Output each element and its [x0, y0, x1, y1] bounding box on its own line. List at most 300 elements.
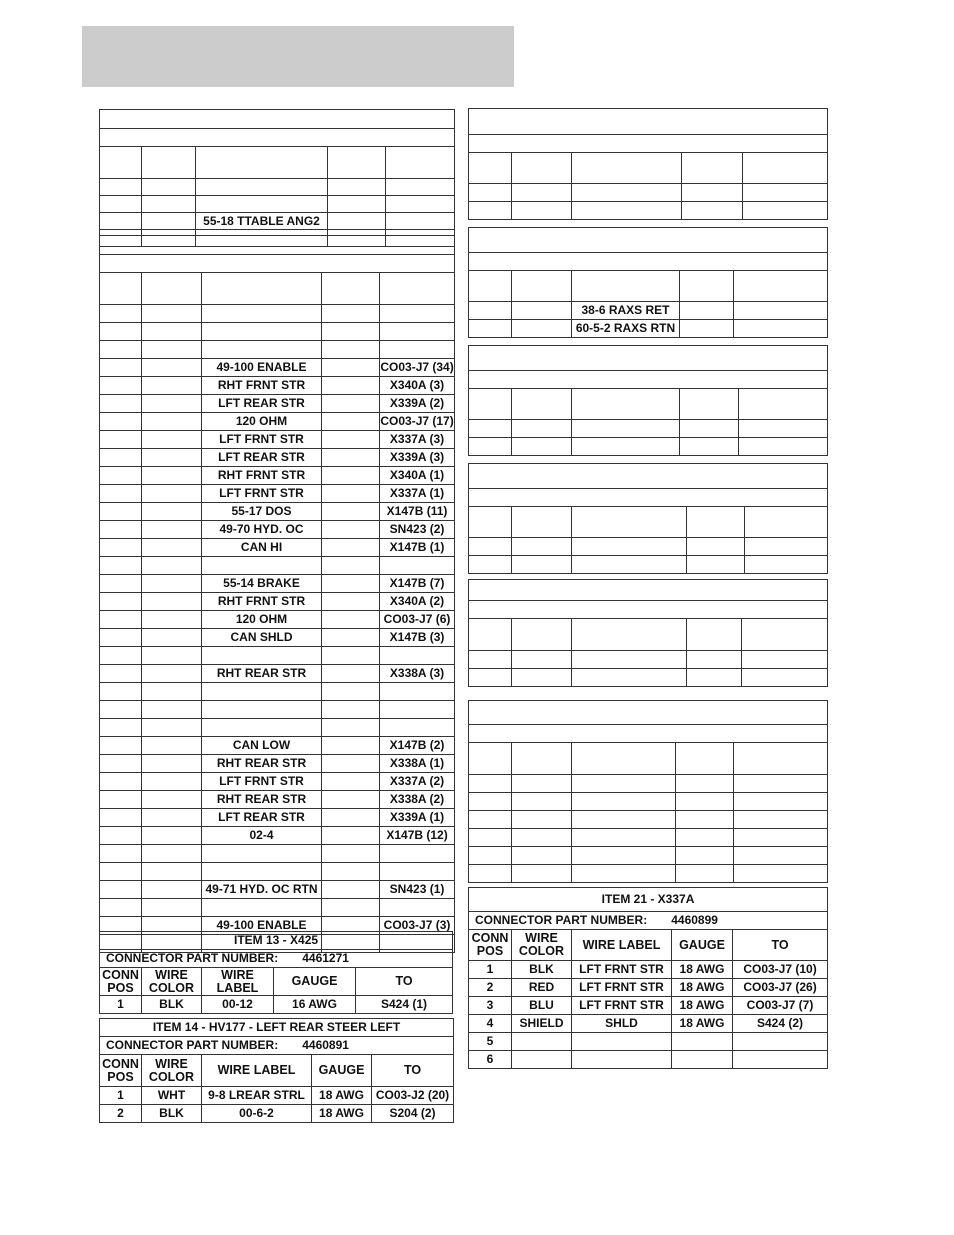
table-cell — [142, 377, 202, 395]
table-cell — [100, 395, 142, 413]
table-cell — [322, 611, 380, 629]
table-cell: 49-100 ENABLE — [202, 359, 322, 377]
column-header — [745, 507, 828, 538]
table-cell: WHT — [142, 1087, 202, 1105]
column-header — [512, 389, 572, 420]
table-cell: X337A (2) — [380, 773, 455, 791]
table-cell — [100, 539, 142, 557]
table-cell — [142, 575, 202, 593]
column-header — [512, 619, 572, 651]
table-cell — [380, 845, 455, 863]
part-number-label: CONNECTOR PART NUMBER: — [106, 1038, 279, 1052]
table-title-row — [469, 371, 828, 389]
table-cell — [142, 179, 196, 196]
table-cell — [322, 719, 380, 737]
table-cell: LFT REAR STR — [202, 395, 322, 413]
table-header-row — [469, 743, 828, 775]
table-cell — [572, 811, 676, 829]
table-cell — [680, 438, 739, 456]
table-cell — [572, 202, 682, 220]
table-cell — [202, 719, 322, 737]
table-title-row — [469, 228, 828, 253]
table-cell — [676, 793, 734, 811]
table-cell: RHT REAR STR — [202, 791, 322, 809]
column-header: WIRE LABEL — [202, 1055, 312, 1087]
table-cell — [322, 323, 380, 341]
table-cell — [322, 827, 380, 845]
table-cell — [322, 557, 380, 575]
table-cell: RHT FRNT STR — [202, 467, 322, 485]
table-cell: 55-17 DOS — [202, 503, 322, 521]
table-cell: 02-4 — [202, 827, 322, 845]
table-cell — [512, 420, 572, 438]
table-cell — [572, 829, 676, 847]
table-cell — [322, 395, 380, 413]
column-header: GAUGE — [274, 968, 356, 996]
table-cell — [100, 629, 142, 647]
table-cell — [100, 845, 142, 863]
table-row — [100, 773, 455, 791]
column-header — [196, 147, 328, 179]
table-row — [100, 323, 455, 341]
table-cell — [676, 865, 734, 883]
table-cell — [739, 438, 828, 456]
table-cell — [572, 538, 687, 556]
table-cell — [142, 809, 202, 827]
table-row — [100, 791, 455, 809]
table-cell — [142, 196, 196, 213]
table-cell: 2 — [469, 979, 512, 997]
table-cell — [100, 377, 142, 395]
table-row — [469, 865, 828, 883]
table-row — [469, 1051, 828, 1069]
table-cell — [142, 213, 196, 230]
table-cell: 9-8 LREAR STRL — [202, 1087, 312, 1105]
table-cell — [572, 775, 676, 793]
table-cell — [100, 449, 142, 467]
table-row — [100, 665, 455, 683]
table-row — [100, 557, 455, 575]
table-row — [469, 793, 828, 811]
table-cell: 18 AWG — [672, 979, 733, 997]
table-cell — [100, 791, 142, 809]
table-cell: RHT FRNT STR — [202, 593, 322, 611]
table-cell: 18 AWG — [672, 1015, 733, 1033]
table-cell — [202, 305, 322, 323]
table-cell — [322, 737, 380, 755]
table-cell — [142, 611, 202, 629]
table-row — [469, 847, 828, 865]
table-header-row — [100, 968, 453, 996]
table-cell: CO03-J7 (6) — [380, 611, 455, 629]
part-number-label: CONNECTOR PART NUMBER: — [106, 951, 279, 965]
table-r2 — [468, 227, 828, 338]
table-cell — [196, 179, 328, 196]
table-row — [100, 881, 455, 899]
table-row — [100, 179, 455, 196]
table-r7 — [468, 887, 828, 1069]
table-cell — [142, 539, 202, 557]
part-number-row — [100, 1037, 454, 1055]
column-header — [100, 147, 142, 179]
table-cell — [142, 863, 202, 881]
table-cell — [322, 665, 380, 683]
table-cell — [512, 556, 572, 574]
table-cell — [100, 755, 142, 773]
table-row — [100, 575, 455, 593]
table-cell — [142, 755, 202, 773]
table-row — [100, 683, 455, 701]
table-cell — [202, 683, 322, 701]
table-cell — [680, 302, 734, 320]
table-cell — [322, 449, 380, 467]
table-row — [100, 899, 455, 917]
table-cell: X147B (2) — [380, 737, 455, 755]
table-cell — [202, 557, 322, 575]
table-cell — [469, 202, 512, 220]
table-row — [100, 827, 455, 845]
table-cell — [142, 557, 202, 575]
table-row — [469, 438, 828, 456]
table-t2 — [99, 235, 455, 953]
table-cell: 2 — [100, 1105, 142, 1123]
table-row — [100, 359, 455, 377]
table-cell: 18 AWG — [312, 1105, 372, 1123]
table-cell — [100, 431, 142, 449]
table-cell: X339A (2) — [380, 395, 455, 413]
table-cell — [512, 775, 572, 793]
table-cell — [386, 196, 455, 213]
table-title-cell — [469, 464, 828, 489]
table-cell — [734, 775, 828, 793]
part-number-value: 4460891 — [302, 1038, 349, 1052]
table-cell — [322, 467, 380, 485]
table-cell — [572, 1051, 672, 1069]
table-cell — [100, 521, 142, 539]
table-cell: 120 OHM — [202, 413, 322, 431]
table-cell: 38-6 RAXS RET — [572, 302, 680, 320]
table-cell — [142, 647, 202, 665]
table-cell — [469, 556, 512, 574]
table-cell: LFT REAR STR — [202, 449, 322, 467]
table-cell — [512, 829, 572, 847]
table-cell: 49-100 ENABLE — [202, 917, 322, 935]
table-row — [100, 996, 453, 1014]
table-subtitle-cell — [469, 135, 828, 153]
table-row — [100, 377, 455, 395]
table-row — [100, 701, 455, 719]
table-cell — [322, 431, 380, 449]
column-header — [469, 619, 512, 651]
table-cell — [742, 651, 828, 669]
table-header-row — [469, 930, 828, 961]
table-cell — [100, 485, 142, 503]
table-cell — [512, 438, 572, 456]
table-cell: X147B (7) — [380, 575, 455, 593]
table-header-row — [469, 153, 828, 184]
table-cell: X147B (3) — [380, 629, 455, 647]
table-row — [100, 737, 455, 755]
table-cell — [100, 341, 142, 359]
table-cell — [680, 420, 739, 438]
table-title-row — [469, 888, 828, 912]
column-header: WIRE LABEL — [202, 968, 274, 996]
table-cell — [512, 202, 572, 220]
table-cell — [572, 1033, 672, 1051]
table-cell — [142, 305, 202, 323]
table-r1 — [468, 108, 828, 220]
table-row — [100, 629, 455, 647]
table-row — [100, 503, 455, 521]
table-cell — [512, 184, 572, 202]
table-cell — [322, 305, 380, 323]
table-cell — [142, 629, 202, 647]
table-cell — [386, 179, 455, 196]
column-header — [469, 153, 512, 184]
table-cell — [100, 701, 142, 719]
table-cell — [676, 829, 734, 847]
table-cell — [322, 359, 380, 377]
table-row — [469, 811, 828, 829]
table-cell — [512, 302, 572, 320]
table-row — [100, 431, 455, 449]
table-cell — [469, 793, 512, 811]
table-cell — [100, 359, 142, 377]
table-cell — [687, 651, 742, 669]
table-cell — [745, 538, 828, 556]
table-title-row — [100, 110, 455, 129]
table-cell — [734, 793, 828, 811]
table-cell: 49-70 HYD. OC — [202, 521, 322, 539]
table-cell — [100, 213, 142, 230]
table-cell — [512, 811, 572, 829]
table-cell — [743, 202, 828, 220]
table-cell: CO03-J7 (3) — [380, 917, 455, 935]
table-cell — [512, 651, 572, 669]
connector-part-number — [100, 950, 453, 968]
table-row — [100, 413, 455, 431]
table-cell — [734, 302, 828, 320]
table-cell — [100, 323, 142, 341]
column-header — [100, 273, 142, 305]
table-cell — [202, 899, 322, 917]
table-header-row — [100, 273, 455, 305]
table-cell: RHT REAR STR — [202, 665, 322, 683]
table-cell — [322, 701, 380, 719]
table-cell — [322, 503, 380, 521]
table-cell — [512, 1051, 572, 1069]
table-cell — [380, 647, 455, 665]
table-cell — [100, 305, 142, 323]
table-cell: LFT FRNT STR — [572, 961, 672, 979]
column-header: GAUGE — [312, 1055, 372, 1087]
table-cell — [380, 899, 455, 917]
table-row — [100, 1105, 454, 1123]
table-cell: X339A (3) — [380, 449, 455, 467]
table-cell — [676, 811, 734, 829]
table-title-cell — [469, 580, 828, 601]
table-cell — [142, 791, 202, 809]
table-cell: SHIELD — [512, 1015, 572, 1033]
table-row — [469, 997, 828, 1015]
column-header — [572, 153, 682, 184]
table-cell: BLK — [512, 961, 572, 979]
table-row — [100, 611, 455, 629]
table-subtitle-cell — [100, 129, 455, 147]
table-cell: 49-71 HYD. OC RTN — [202, 881, 322, 899]
table-cell — [202, 701, 322, 719]
table-cell: RHT REAR STR — [202, 755, 322, 773]
table-cell — [322, 341, 380, 359]
table-cell — [202, 845, 322, 863]
table-cell — [322, 521, 380, 539]
table-cell — [100, 179, 142, 196]
table-cell — [469, 847, 512, 865]
column-header — [743, 153, 828, 184]
table-title-row — [469, 464, 828, 489]
table-row — [100, 521, 455, 539]
table-subtitle-cell — [469, 601, 828, 619]
table-cell: LFT FRNT STR — [572, 979, 672, 997]
table-row — [100, 863, 455, 881]
table-cell — [202, 323, 322, 341]
table-cell: X338A (2) — [380, 791, 455, 809]
column-header: WIRE COLOR — [142, 968, 202, 996]
table-cell — [100, 467, 142, 485]
column-header — [734, 271, 828, 302]
table-cell — [380, 557, 455, 575]
table-cell: X340A (3) — [380, 377, 455, 395]
table-cell — [202, 863, 322, 881]
column-header: TO — [356, 968, 453, 996]
table-row — [100, 593, 455, 611]
table-cell: 3 — [469, 997, 512, 1015]
table-cell: X339A (1) — [380, 809, 455, 827]
table-cell — [100, 557, 142, 575]
column-header — [202, 273, 322, 305]
column-header: WIRE LABEL — [572, 930, 672, 961]
table-cell: BLK — [142, 1105, 202, 1123]
table-r5 — [468, 579, 828, 687]
table-cell — [322, 881, 380, 899]
table-cell: CO03-J7 (34) — [380, 359, 455, 377]
table-cell — [512, 793, 572, 811]
table-row — [100, 395, 455, 413]
table-title-row — [469, 346, 828, 371]
table-cell — [687, 538, 745, 556]
column-header: CONN POS — [469, 930, 512, 961]
column-header: WIRE COLOR — [142, 1055, 202, 1087]
table-title-row — [469, 489, 828, 507]
table-cell — [469, 811, 512, 829]
column-header — [469, 743, 512, 775]
table-title: ITEM 14 - HV177 - LEFT REAR STEER LEFT — [100, 1019, 454, 1037]
table-cell: X340A (1) — [380, 467, 455, 485]
table-row — [469, 651, 828, 669]
column-header: TO — [733, 930, 828, 961]
table-cell: CO03-J7 (10) — [733, 961, 828, 979]
table-row — [469, 202, 828, 220]
table-cell — [380, 719, 455, 737]
column-header — [676, 743, 734, 775]
table-title-row — [469, 701, 828, 725]
table-cell — [734, 320, 828, 338]
table-cell — [469, 669, 512, 687]
table-cell: 1 — [100, 1087, 142, 1105]
table-cell — [572, 438, 680, 456]
table-cell — [672, 1033, 733, 1051]
table-cell — [733, 1051, 828, 1069]
table-title-cell — [100, 236, 455, 255]
table-cell: X337A (3) — [380, 431, 455, 449]
table-cell: S204 (2) — [372, 1105, 454, 1123]
table-cell — [100, 863, 142, 881]
table-row — [100, 341, 455, 359]
table-cell — [672, 1051, 733, 1069]
table-cell — [572, 793, 676, 811]
part-number-label: CONNECTOR PART NUMBER: — [475, 913, 648, 927]
table-row — [469, 538, 828, 556]
table-r4 — [468, 463, 828, 574]
table-row — [469, 420, 828, 438]
column-header — [512, 271, 572, 302]
table-cell: 1 — [100, 996, 142, 1014]
table-title-row — [469, 580, 828, 601]
table-cell — [142, 719, 202, 737]
table-cell — [572, 865, 676, 883]
table-row — [100, 467, 455, 485]
table-cell: LFT FRNT STR — [572, 997, 672, 1015]
column-header — [142, 273, 202, 305]
column-header — [742, 619, 828, 651]
table-cell — [512, 320, 572, 338]
table-title-row — [469, 135, 828, 153]
table-cell: LFT FRNT STR — [202, 431, 322, 449]
table-cell — [742, 669, 828, 687]
table-cell — [676, 775, 734, 793]
table-subtitle-cell — [469, 725, 828, 743]
table-title-row — [100, 129, 455, 147]
table-cell: 1 — [469, 961, 512, 979]
table-cell — [322, 773, 380, 791]
table-cell — [512, 538, 572, 556]
table-title: ITEM 21 - X337A — [469, 888, 828, 912]
table-row — [100, 196, 455, 213]
table-header-row — [469, 619, 828, 651]
table-cell — [743, 184, 828, 202]
table-cell — [469, 865, 512, 883]
table-cell — [100, 611, 142, 629]
table-cell — [100, 503, 142, 521]
table-cell: CO03-J2 (20) — [372, 1087, 454, 1105]
column-header — [469, 389, 512, 420]
table-cell — [328, 213, 386, 230]
table-cell: X338A (3) — [380, 665, 455, 683]
table-cell: LFT REAR STR — [202, 809, 322, 827]
table-cell — [322, 647, 380, 665]
table-cell — [469, 302, 512, 320]
table-header-row — [469, 507, 828, 538]
column-header — [739, 389, 828, 420]
table-row — [100, 539, 455, 557]
table-row — [469, 320, 828, 338]
part-number-row — [469, 912, 828, 930]
table-title-row — [469, 601, 828, 619]
column-header — [386, 147, 455, 179]
table-cell — [142, 503, 202, 521]
column-header — [734, 743, 828, 775]
column-header — [512, 153, 572, 184]
